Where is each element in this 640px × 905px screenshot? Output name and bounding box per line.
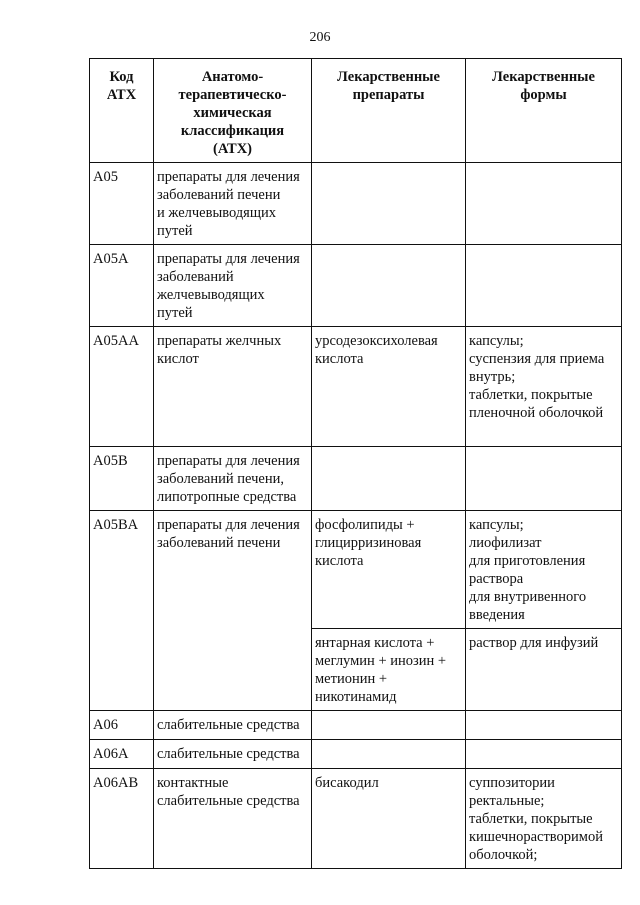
header-drugs: Лекарственные препараты (312, 59, 466, 163)
drug-cell: урсодезоксихолевая кислота (312, 327, 466, 447)
table-row (90, 769, 622, 869)
code-cell: A05BA (90, 511, 154, 711)
drug-cell: бисакодил (312, 769, 466, 869)
code-cell: A05AA (90, 327, 154, 447)
table-row (90, 327, 622, 447)
header-forms: Лекарственные формы (466, 59, 622, 163)
table-row (90, 511, 622, 629)
form-cell (466, 245, 622, 327)
table-row (90, 711, 622, 740)
classification-cell: препараты для лечения заболеваний печени (154, 511, 312, 711)
form-cell: раствор для инфузий (466, 629, 622, 711)
classification-cell: слабительные средства (154, 740, 312, 769)
classification-cell: препараты для лечения заболеваний печени, липотропные средства (154, 447, 312, 511)
form-cell (466, 163, 622, 245)
classification-cell: препараты желчных кислот (154, 327, 312, 447)
drug-cell: фосфолипиды + глицирризиновая кислота (312, 511, 466, 629)
code-cell: A05A (90, 245, 154, 327)
code-cell: A05B (90, 447, 154, 511)
classification-cell: слабительные средства (154, 711, 312, 740)
table-row (90, 245, 622, 327)
code-cell: A06AB (90, 769, 154, 869)
code-cell: A06 (90, 711, 154, 740)
header-code: Код АТХ (90, 59, 154, 163)
drug-cell (312, 740, 466, 769)
form-cell (466, 447, 622, 511)
table-row (90, 447, 622, 511)
page-number: 206 (309, 30, 331, 45)
form-cell (466, 740, 622, 769)
atx-classification-table (89, 58, 622, 869)
classification-cell: препараты для лечения заболеваний печени и желчевыводящих путей (154, 163, 312, 245)
form-cell: капсулы; суспензия для приема внутрь; таблетки, покрытые пленочной оболочкой (466, 327, 622, 447)
form-cell: суппозитории ректальные; таблетки, покрытые кишечнорастворимой оболочкой; (466, 769, 622, 869)
drug-cell (312, 245, 466, 327)
form-cell: капсулы; лиофилизат для приготовления раствора для внутривенного введения (466, 511, 622, 629)
drug-cell (312, 711, 466, 740)
table-header-row (90, 59, 622, 163)
classification-cell: препараты для лечения заболеваний желчевыводящих путей (154, 245, 312, 327)
code-cell: A06A (90, 740, 154, 769)
table-row (90, 740, 622, 769)
code-cell: A05 (90, 163, 154, 245)
classification-cell: контактные слабительные средства (154, 769, 312, 869)
drug-cell (312, 447, 466, 511)
header-classification: Анатомо- терапевтическо- химическая классификация (АТХ) (154, 59, 312, 163)
form-cell (466, 711, 622, 740)
drug-cell: янтарная кислота + меглумин + инозин + метионин + никотинамид (312, 629, 466, 711)
table-row (90, 163, 622, 245)
drug-cell (312, 163, 466, 245)
